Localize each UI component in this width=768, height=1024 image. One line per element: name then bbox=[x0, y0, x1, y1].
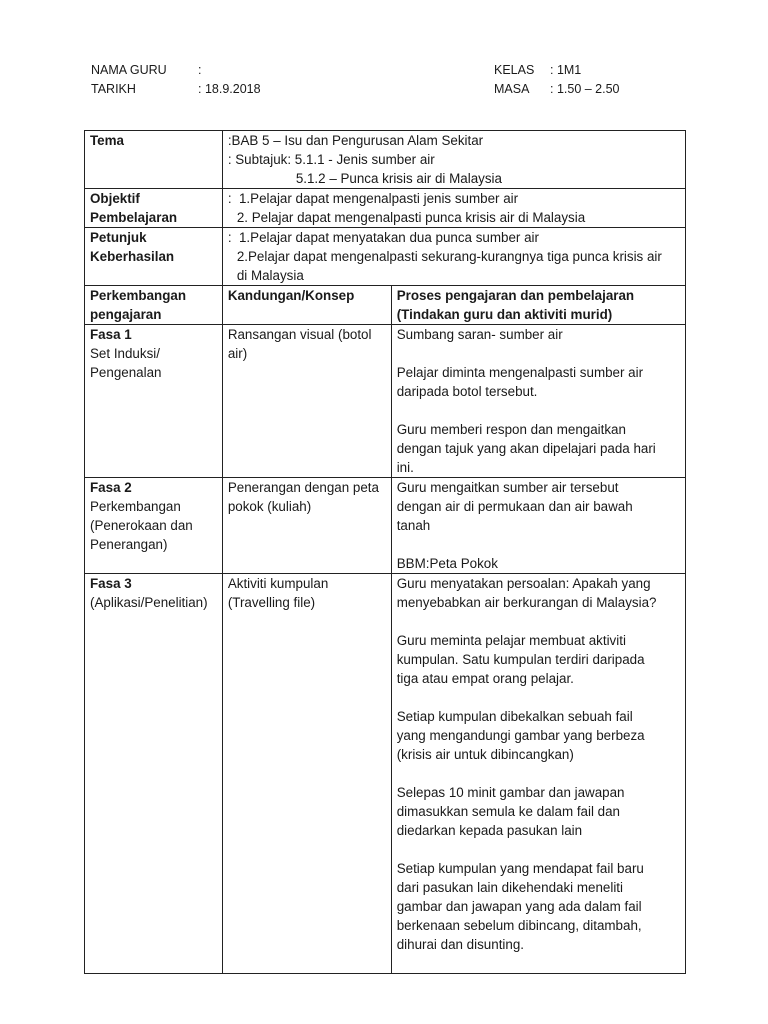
col-header-text: Perkembangan bbox=[90, 288, 187, 303]
tema-row bbox=[85, 131, 686, 189]
fasa2-title: Fasa 2 bbox=[90, 480, 132, 495]
fasa2-subtitle: (Penerokaan dan bbox=[90, 518, 193, 533]
header-right bbox=[494, 61, 694, 99]
col-header-text: Proses pengajaran dan pembelajaran bbox=[396, 288, 635, 303]
masa-label: MASA bbox=[494, 82, 530, 96]
fasa2-row bbox=[85, 478, 686, 574]
objektif-label: Objektif bbox=[90, 191, 140, 206]
proses-line: Pelajar diminta mengenalpasti sumber air bbox=[396, 365, 644, 380]
objektif-row bbox=[85, 189, 686, 228]
proses-line: tanah bbox=[396, 518, 431, 533]
proses-line: diedarkan kepada pasukan lain bbox=[396, 823, 583, 838]
fasa1-content-cell bbox=[222, 325, 391, 478]
objektif-line: 2. Pelajar dapat mengenalpasti punca krisis air di Malaysia bbox=[236, 210, 586, 225]
proses-line bbox=[397, 840, 681, 859]
tema-label: Tema bbox=[90, 133, 124, 148]
tema-label-cell bbox=[85, 131, 223, 189]
proses-line bbox=[397, 612, 681, 631]
nama-guru-value: : bbox=[198, 63, 202, 77]
proses-line: Setiap kumpulan yang mendapat fail baru bbox=[396, 861, 644, 876]
fasa3-title: Fasa 3 bbox=[90, 576, 132, 591]
col-header-text: pengajaran bbox=[90, 307, 162, 322]
proses-line bbox=[397, 688, 681, 707]
proses-line bbox=[397, 535, 681, 554]
col-header-proses bbox=[391, 286, 685, 325]
fasa3-stage-cell bbox=[85, 574, 223, 974]
fasa1-title: Fasa 1 bbox=[90, 327, 132, 342]
proses-line bbox=[397, 764, 681, 783]
tarikh-value: : 18.9.2018 bbox=[198, 82, 261, 96]
fasa2-stage-cell bbox=[85, 478, 223, 574]
proses-line: yang mengandungi gambar yang berbeza bbox=[396, 728, 645, 743]
proses-line: menyebabkan air berkurangan di Malaysia? bbox=[396, 595, 657, 610]
fasa1-content: air) bbox=[227, 346, 248, 361]
fasa3-content: Aktiviti kumpulan bbox=[227, 576, 329, 591]
proses-line: gambar dan jawapan yang ada dalam fail bbox=[396, 899, 642, 914]
proses-line-blank bbox=[397, 954, 681, 973]
fasa1-row bbox=[85, 325, 686, 478]
col-header-text: Kandungan/Konsep bbox=[227, 288, 355, 303]
proses-line: Sumbang saran- sumber air bbox=[396, 327, 563, 342]
fasa1-stage-cell bbox=[85, 325, 223, 478]
proses-line: Guru mengaitkan sumber air tersebut bbox=[396, 480, 619, 495]
proses-line: Setiap kumpulan dibekalkan sebuah fail bbox=[396, 709, 633, 724]
proses-line: Guru memberi respon dan mengaitkan bbox=[396, 422, 626, 437]
fasa2-content: pokok (kuliah) bbox=[227, 499, 312, 514]
proses-line: daripada botol tersebut. bbox=[396, 384, 538, 399]
fasa2-subtitle: Perkembangan bbox=[90, 499, 181, 514]
tema-content-cell bbox=[222, 131, 685, 189]
objektif-line: : 1.Pelajar dapat mengenalpasti jenis sumber air bbox=[227, 191, 519, 206]
proses-line: dengan air di permukaan dan air bawah bbox=[396, 499, 633, 514]
fasa1-content: Ransangan visual (botol bbox=[227, 327, 372, 342]
col-header-text: (Tindakan guru dan aktiviti murid) bbox=[396, 307, 613, 322]
col-header-perkembangan bbox=[85, 286, 223, 325]
proses-line: BBM:Peta Pokok bbox=[396, 556, 498, 571]
petunjuk-content-cell bbox=[222, 228, 685, 286]
masa-value: : 1.50 – 2.50 bbox=[550, 82, 620, 96]
fasa2-subtitle: Penerangan) bbox=[90, 537, 168, 552]
proses-line: tiga atau empat orang pelajar. bbox=[396, 671, 574, 686]
fasa1-proses-cell bbox=[391, 325, 685, 478]
lesson-plan-table bbox=[84, 130, 686, 974]
proses-line: dimasukkan semula ke dalam fail dan bbox=[396, 804, 620, 819]
fasa3-subtitle: (Aplikasi/Penelitian) bbox=[90, 595, 208, 610]
petunjuk-line: 2.Pelajar dapat mengenalpasti sekurang-kurangnya tiga punca krisis air bbox=[236, 249, 662, 264]
proses-line: berkenaan sebelum dibincang, ditambah, bbox=[396, 918, 642, 933]
kelas-label: KELAS bbox=[494, 63, 535, 77]
proses-line: Guru menyatakan persoalan: Apakah yang bbox=[396, 576, 651, 591]
proses-line bbox=[397, 401, 681, 420]
proses-line: Selepas 10 minit gambar dan jawapan bbox=[396, 785, 625, 800]
petunjuk-label: Petunjuk bbox=[90, 230, 147, 245]
petunjuk-line: : 1.Pelajar dapat menyatakan dua punca sumber air bbox=[227, 230, 539, 245]
tema-line: 5.1.2 – Punca krisis air di Malaysia bbox=[295, 171, 502, 186]
fasa3-content: (Travelling file) bbox=[227, 595, 316, 610]
objektif-label-cell bbox=[85, 189, 223, 228]
petunjuk-label-cell bbox=[85, 228, 223, 286]
kelas-value: : 1M1 bbox=[550, 63, 582, 77]
fasa1-subtitle: Set Induksi/ bbox=[90, 346, 160, 361]
fasa2-content-cell bbox=[222, 478, 391, 574]
petunjuk-row bbox=[85, 228, 686, 286]
fasa1-subtitle: Pengenalan bbox=[90, 365, 162, 380]
proses-line: Guru meminta pelajar membuat aktiviti bbox=[396, 633, 626, 648]
fasa3-proses-cell bbox=[391, 574, 685, 974]
tema-line: :BAB 5 – Isu dan Pengurusan Alam Sekitar bbox=[227, 133, 484, 148]
nama-guru-label: NAMA GURU bbox=[91, 63, 167, 77]
petunjuk-line: di Malaysia bbox=[236, 268, 304, 283]
proses-line: (krisis air untuk dibincangkan) bbox=[396, 747, 574, 762]
proses-line: kumpulan. Satu kumpulan terdiri daripada bbox=[396, 652, 645, 667]
fasa3-content-cell bbox=[222, 574, 391, 974]
fasa3-row bbox=[85, 574, 686, 974]
tarikh-label: TARIKH bbox=[91, 82, 136, 96]
objektif-label: Pembelajaran bbox=[90, 210, 178, 225]
column-header-row bbox=[85, 286, 686, 325]
header-left bbox=[91, 61, 391, 99]
col-header-kandungan bbox=[222, 286, 391, 325]
proses-line: dihurai dan disunting. bbox=[396, 937, 525, 952]
objektif-content-cell bbox=[222, 189, 685, 228]
petunjuk-label: Keberhasilan bbox=[90, 249, 175, 264]
proses-line: dari pasukan lain dikehendaki meneliti bbox=[396, 880, 623, 895]
proses-line: dengan tajuk yang akan dipelajari pada hari bbox=[396, 441, 656, 456]
proses-line: ini. bbox=[396, 460, 414, 475]
proses-line bbox=[397, 344, 681, 363]
fasa2-proses-cell bbox=[391, 478, 685, 574]
tema-line: : Subtajuk: 5.1.1 - Jenis sumber air bbox=[227, 152, 435, 167]
fasa2-content: Penerangan dengan peta bbox=[227, 480, 379, 495]
